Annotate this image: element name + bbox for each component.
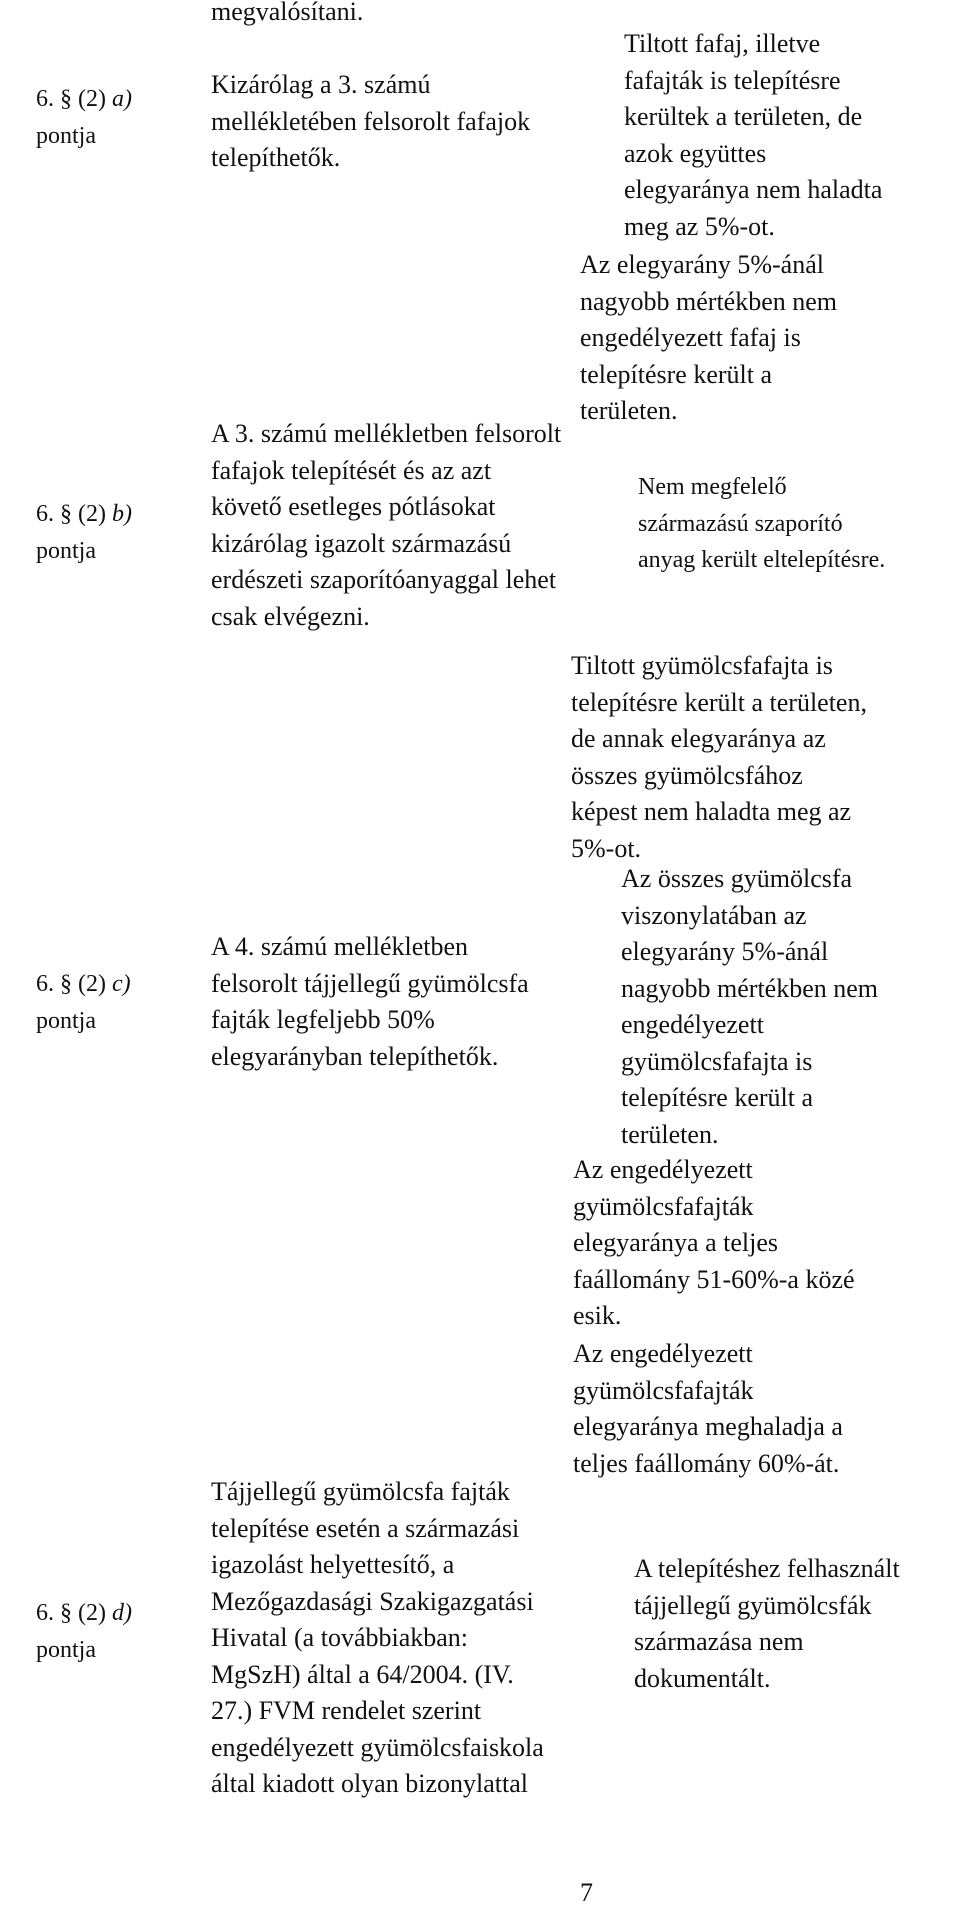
- page-number: 7: [580, 1878, 593, 1907]
- row-a-reference: [36, 81, 132, 154]
- ref-pre: 6. § (2): [36, 1600, 112, 1626]
- ref-pre: 6. § (2): [36, 86, 112, 112]
- row-c-finding-1: Tiltott gyümölcsfafajta is telepítésre került a területen, de annak elegyaránya az összes gyümölcsfához képest nem haladta meg az 5%-ot.: [571, 651, 867, 863]
- row-d-finding-1: A telepítéshez felhasznált tájjellegű gyümölcsfák származása nem dokumentált.: [634, 1554, 900, 1693]
- ref-suffix: c): [111, 971, 131, 997]
- row-b-finding-1: Nem megfelelő származású szaporító anyag került eltelepítésre.: [638, 474, 886, 573]
- row-a-requirement: megvalósítani. Kizárólag a 3. számú mellékletében felsorolt fafajok telepíthetők.: [211, 0, 531, 172]
- ref-line2: pontja: [36, 122, 96, 149]
- ref-pre: 6. § (2): [36, 971, 112, 997]
- ref-line2: pontja: [36, 1007, 96, 1034]
- row-c-finding-3: Az engedélyezett gyümölcsfafajták elegyaránya a teljes faállomány 51-60%-a közé esik.: [573, 1155, 855, 1330]
- row-d-reference: [36, 1595, 132, 1668]
- row-c-reference: [36, 966, 131, 1039]
- ref-suffix: d): [111, 1600, 132, 1626]
- row-b-requirement: A 3. számú mellékletben felsorolt fafajok telepítését és az azt követő esetleges pótlásokat kizárólag igazolt származású erdészeti szaporítóanyaggal lehet csak elvégezni.: [211, 419, 562, 631]
- row-a-finding-2: Az elegyarány 5%-ánál nagyobb mértékben nem engedélyezett fafaj is telepítésre került a területen.: [580, 250, 838, 425]
- row-b-reference: [36, 496, 132, 569]
- ref-line2: pontja: [36, 1636, 96, 1663]
- row-c-finding-2: Az összes gyümölcsfa viszonylatában az elegyarány 5%-ánál nagyobb mértékben nem engedélyezett gyümölcsfafajta is telepítésre került a területen.: [621, 864, 879, 1149]
- row-a-finding-1: Tiltott fafaj, illetve fafajták is telepítésre kerültek a területen, de azok együttes elegyaránya nem haladta meg az 5%-ot.: [624, 29, 883, 241]
- ref-suffix: a): [111, 86, 132, 112]
- ref-pre: 6. § (2): [36, 501, 112, 527]
- row-c-requirement: A 4. számú mellékletben felsorolt tájjellegű gyümölcsfa fajták legfeljebb 50% elegyarányban telepíthetők.: [211, 932, 529, 1071]
- ref-suffix: b): [111, 501, 132, 527]
- ref-line2: pontja: [36, 537, 96, 564]
- row-c-finding-4: Az engedélyezett gyümölcsfafajták elegyaránya meghaladja a teljes faállomány 60%-át.: [573, 1339, 843, 1478]
- row-d-requirement: Tájjellegű gyümölcsfa fajták telepítése esetén a származási igazolást helyettesítő, a Mezőgazdasági Szakigazgatási Hivatal (a továbbiakban: MgSzH) által a 64/2004. (IV. 27.) FVM rendelet szerint engedélyezett gyümölcsfaiskola által kiadott olyan bizonylattal: [211, 1477, 544, 1798]
